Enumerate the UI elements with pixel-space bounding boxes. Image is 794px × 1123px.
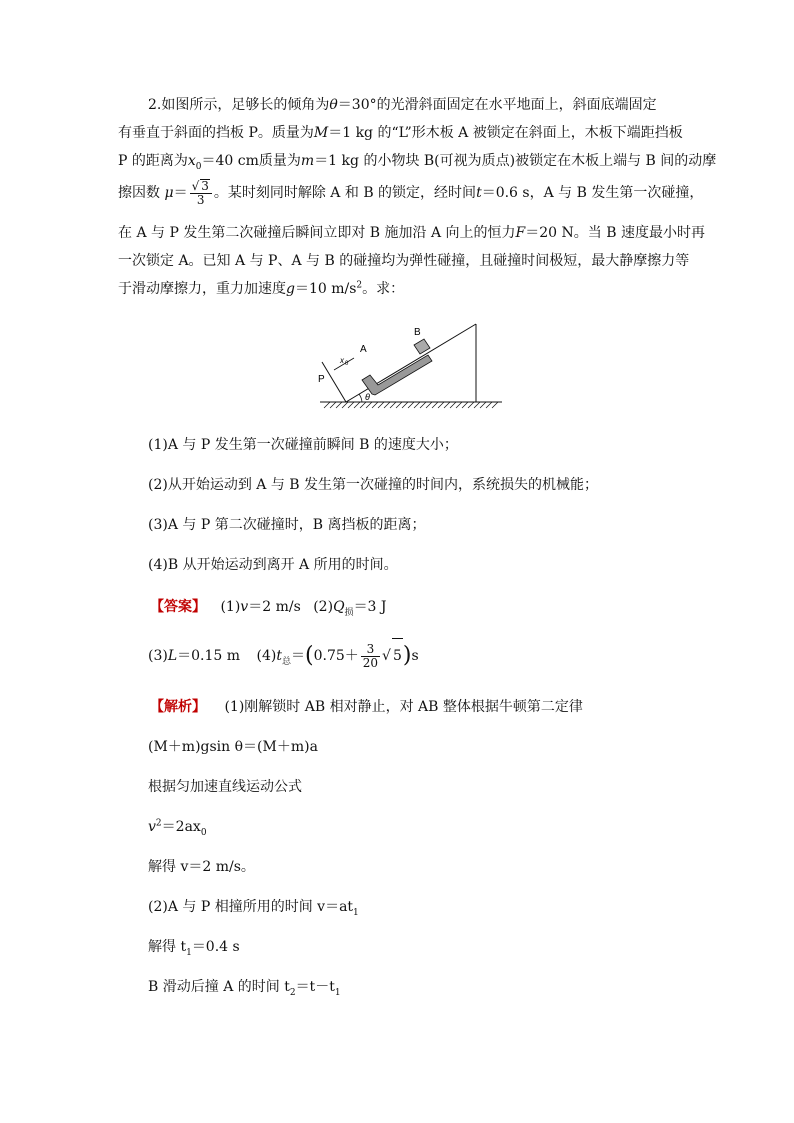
label-theta: θ	[365, 392, 370, 402]
problem-line-7: 于滑动摩擦力，重力加速度g＝10 $m/s^2$。求：	[118, 280, 405, 297]
analysis-line-5: 解得 $t_1=0.4$ s	[148, 939, 240, 958]
question-3: (3)A 与 P 第二次碰撞时，B 离挡板的距离；	[148, 517, 426, 533]
analysis-line-2: 根据匀加速直线运动公式	[148, 779, 302, 795]
x0-dimension	[334, 358, 354, 370]
label-P: P	[318, 374, 325, 385]
analysis-tag: 【解析】	[150, 699, 206, 715]
label-x0: x	[340, 356, 344, 365]
label-B: B	[414, 327, 421, 338]
analysis-line-4: (2)A 与 P 相撞所用的时间 $v=at_1$	[148, 899, 359, 918]
problem-line-1: 2.如图所示，足够长的倾角为θ＝30°的光滑斜面固定在水平地面上，斜面底端固定	[148, 97, 657, 113]
analysis-line-6: B 滑动后撞 A 的时间 $t_2=t-t_1$	[148, 979, 341, 998]
analysis-eq-1: (M＋m)gsin θ＝(M＋m)a	[148, 739, 318, 755]
answer-tag: 【答案】	[150, 599, 206, 615]
problem-line-6: 一次锁定 A。已知 A 与 P、A 与 B 的碰撞均为弹性碰撞，且碰撞时间极短，最大静摩擦力等	[118, 253, 690, 269]
label-x0-sub: 0	[345, 361, 349, 367]
question-4: (4)B 从开始运动到离开 A 所用的时间。	[148, 557, 398, 573]
problem-line-3: P 的距离为$x_0=40$ cm质量为m＝1 kg 的小物块 B(可视为质点)被锁定在木板上端与 B 间的动摩	[118, 153, 717, 172]
problem-line-4: 擦因数 μ＝ $\frac{√ 3}{3}$ 。某时刻同时解除 A 和 B 的锁定，经时间t＝0.6 s，A 与 B 发生第一次碰撞，	[118, 179, 704, 207]
mu-fraction: $\frac{√ 3}{3}$	[190, 179, 212, 207]
block-B	[414, 339, 430, 354]
analysis-line-3: 解得 v＝2 m/s。	[148, 859, 255, 875]
board-A	[362, 355, 432, 395]
angle-arc	[359, 394, 362, 402]
question-1: (1)A 与 P 发生第一次碰撞前瞬间 B 的速度大小；	[148, 437, 458, 453]
answer-fraction: $\frac{3}{20}$	[362, 641, 379, 670]
incline-diagram	[318, 318, 508, 410]
answer-line-1: 【答案】 (1)v＝2 m/s $(2)Q_损=3$ J	[150, 599, 387, 618]
incline-surface	[346, 324, 476, 402]
answer-line-2: (3)L＝0.15 m $(4)t_总=(0.75+$ $\frac{3}{20}$ √ 5)s	[148, 638, 419, 673]
question-2: (2)从开始运动到 A 与 B 发生第一次碰撞的时间内，系统损失的机械能；	[148, 477, 599, 493]
plate-P	[322, 362, 346, 402]
label-A: A	[360, 344, 367, 355]
ground-hatching	[324, 402, 498, 408]
analysis-line-1: 【解析】 (1)刚解锁时 AB 相对静止，对 AB 整体根据牛顿第二定律	[150, 699, 583, 715]
problem-line-5: 在 A 与 P 发生第二次碰撞后瞬间立即对 B 施加沿 A 向上的恒力F＝20 N。当 B 速度最小时再	[118, 225, 705, 241]
problem-line-2: 有垂直于斜面的挡板 P。质量为M＝1 kg 的“L”形木板 A 被锁定在斜面上，木板下端距挡板	[118, 125, 683, 141]
analysis-eq-2: $v^2=2ax_0$	[148, 818, 207, 838]
